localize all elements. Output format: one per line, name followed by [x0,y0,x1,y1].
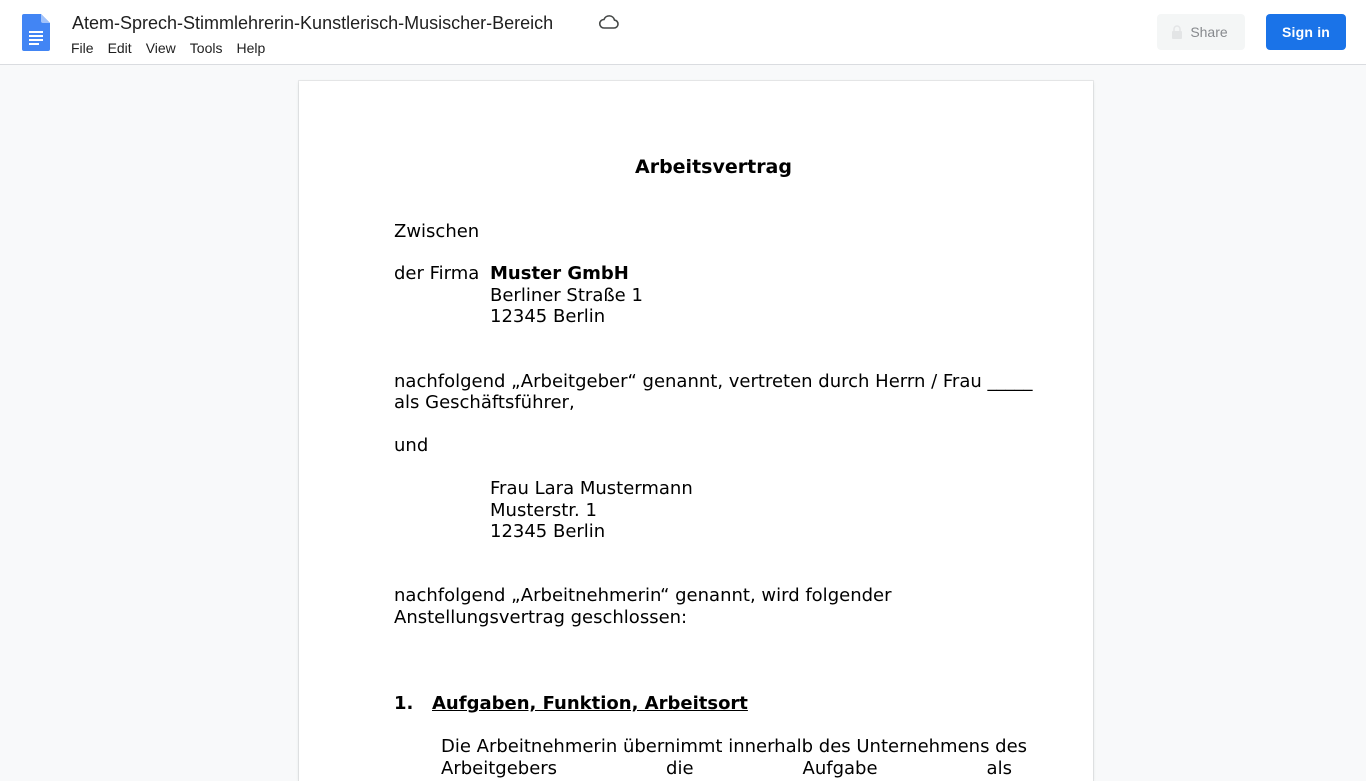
and-label: und [394,435,429,456]
employee-clause-line1: nachfolgend „Arbeitnehmerin“ genannt, wird folgender [394,585,892,606]
sign-in-button[interactable]: Sign in [1266,14,1346,50]
cloud-icon[interactable] [598,12,620,32]
between-label: Zwischen [394,221,480,242]
employee-street: Musterstr. 1 [490,500,597,521]
menu-file[interactable]: File [71,40,94,56]
employee-clause-line2: Anstellungsvertrag geschlossen: [394,607,688,628]
section-1-number: 1. [394,693,414,714]
section-1-title: Aufgaben, Funktion, Arbeitsort [432,693,748,714]
section-1-word: als [986,758,1012,779]
app-header [0,0,1366,65]
lock-icon [1171,25,1183,39]
section-1-text-line2 [441,758,1012,780]
share-button[interactable] [1157,14,1245,50]
document-heading: Arbeitsvertrag [635,156,792,178]
document-title[interactable]: Atem-Sprech-Stimmlehrerin-Kunstlerisch-Musischer-Bereich [72,13,554,33]
employer-clause-line1: nachfolgend „Arbeitgeber“ genannt, vertreten durch Herrn / Frau _____ [394,371,1033,392]
employee-city: 12345 Berlin [490,521,606,542]
menu-help[interactable]: Help [236,40,266,56]
google-docs-icon[interactable] [22,14,50,51]
company-city: 12345 Berlin [490,306,606,327]
section-1-text-line1: Die Arbeitnehmerin übernimmt innerhalb des Unternehmens des [441,736,1028,757]
employee-name: Frau Lara Mustermann [490,478,693,499]
employer-clause-line2: als Geschäftsführer, [394,392,575,413]
company-name: Muster GmbH [490,263,629,284]
share-label: Share [1190,24,1228,40]
company-label: der Firma [394,263,480,284]
company-street: Berliner Straße 1 [490,285,643,306]
menu-view[interactable]: View [145,40,176,56]
section-1-word: Arbeitgebers [441,758,558,779]
document-page [299,81,1093,781]
section-1-word: die [666,758,694,779]
section-1-word: Aufgabe [802,758,878,779]
menu-bar [64,38,272,58]
menu-edit[interactable]: Edit [107,40,132,56]
menu-tools[interactable]: Tools [189,40,223,56]
